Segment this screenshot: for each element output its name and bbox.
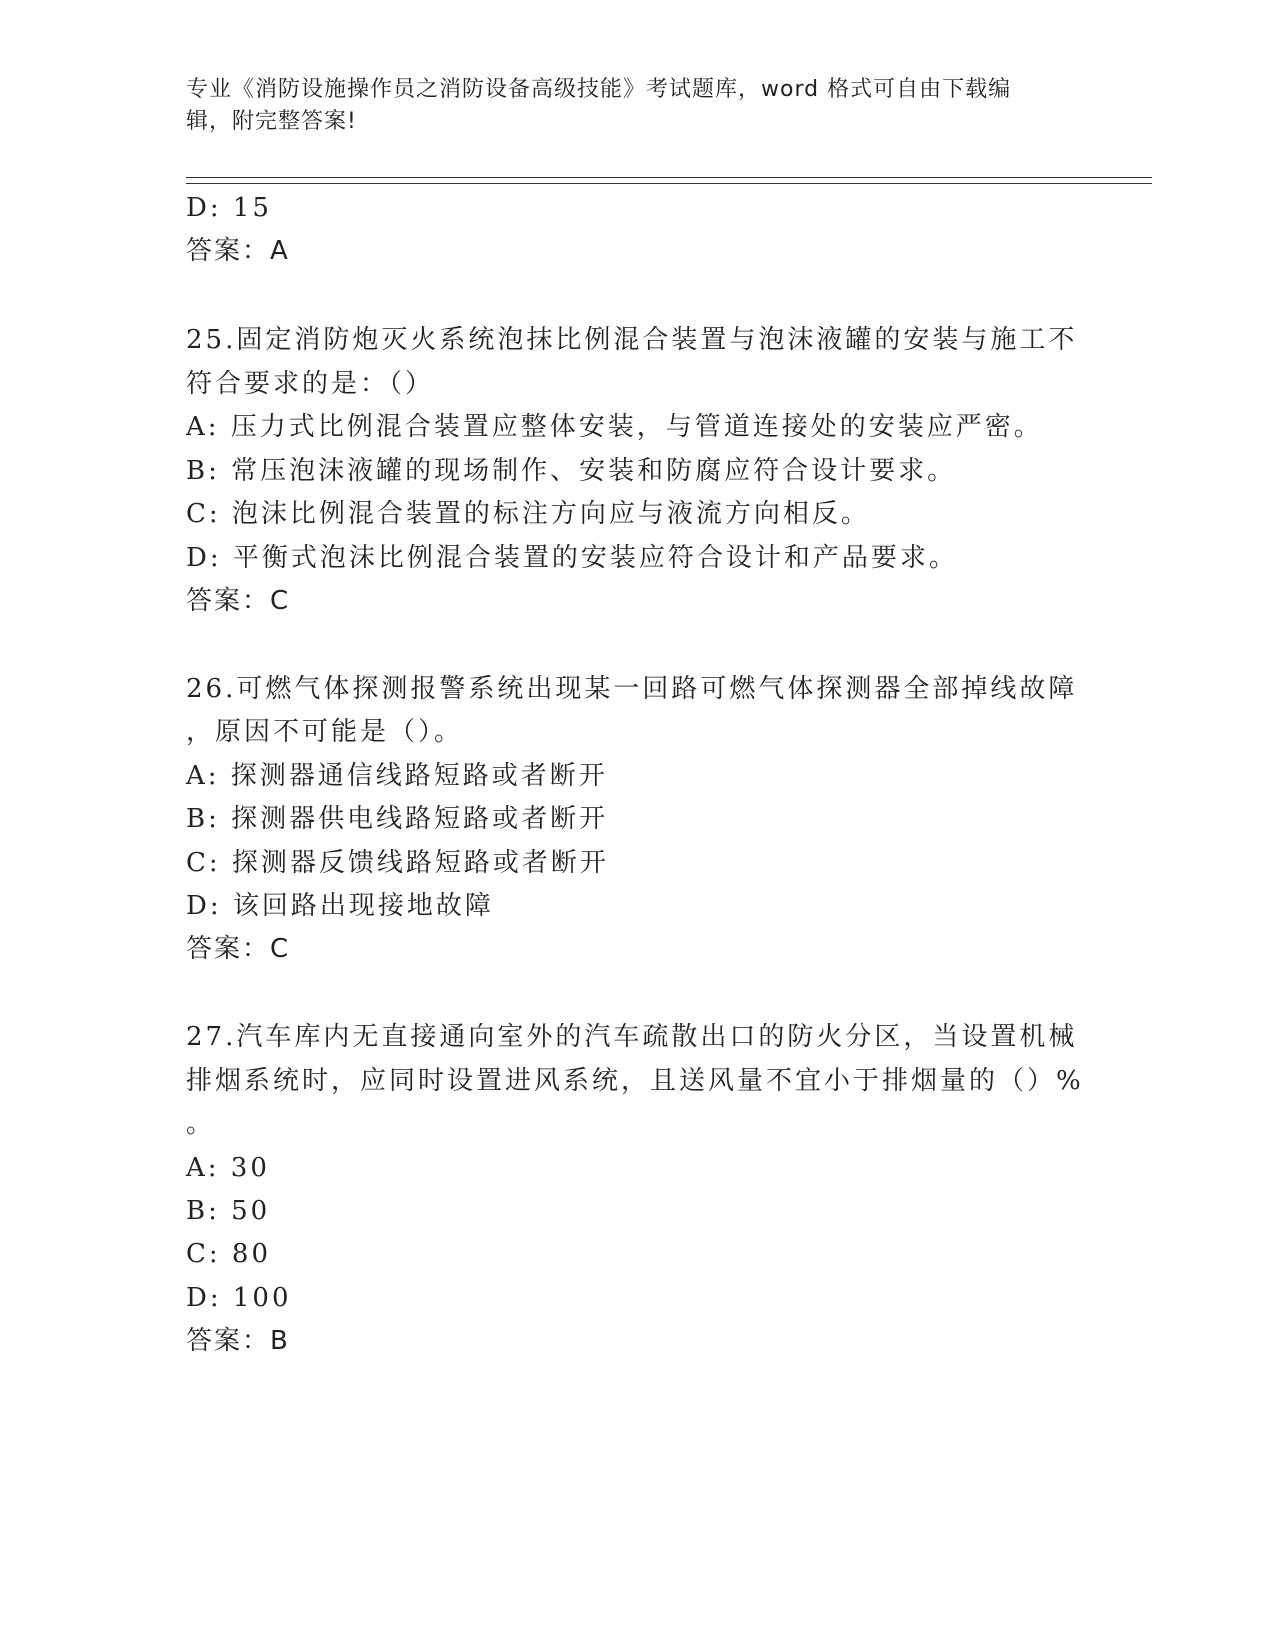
answer: 答案：C: [186, 586, 291, 616]
answer: 答案：C: [186, 934, 291, 964]
header-divider-top: [186, 177, 1152, 178]
answer: 答案：B: [186, 1326, 290, 1356]
header-line-2: 辑，附完整答案!: [186, 109, 357, 134]
option-a: A: 压力式比例混合装置应整体安装，与管道连接处的安装应严密。: [186, 412, 1043, 442]
question-stem: 26.可燃气体探测报警系统出现某一回路可燃气体探测器全部掉线故障: [186, 674, 1078, 704]
question-stem: ，原因不可能是（）。: [186, 717, 464, 747]
prev-option-d: D: 15: [186, 193, 272, 223]
option-c: C: 探测器反馈线路短路或者断开: [186, 848, 609, 878]
option-a: A: 30: [186, 1153, 270, 1183]
option-b: B: 50: [186, 1196, 271, 1226]
option-c: C: 80: [186, 1239, 272, 1269]
question-stem: 27.汽车库内无直接通向室外的汽车疏散出口的防火分区，当设置机械: [186, 1022, 1078, 1052]
question-stem: 排烟系统时，应同时设置进风系统，且送风量不宜小于排烟量的（）%: [186, 1066, 1084, 1096]
option-b: B: 探测器供电线路短路或者断开: [186, 804, 609, 834]
question-stem: 25.固定消防炮灭火系统泡抹比例混合装置与泡沫液罐的安装与施工不: [186, 325, 1078, 355]
header-divider-bottom: [186, 183, 1152, 184]
option-d: D: 平衡式泡沫比例混合装置的安装应符合设计和产品要求。: [186, 543, 958, 573]
option-d: D: 100: [186, 1283, 292, 1313]
option-d: D: 该回路出现接地故障: [186, 891, 494, 921]
prev-answer: 答案：A: [186, 236, 290, 266]
option-c: C: 泡沫比例混合装置的标注方向应与液流方向相反。: [186, 499, 870, 529]
option-b: B: 常压泡沫液罐的现场制作、安装和防腐应符合设计要求。: [186, 456, 957, 486]
document-header: [186, 74, 1066, 138]
question-stem: 。: [186, 1109, 216, 1139]
option-a: A: 探测器通信线路短路或者断开: [186, 761, 608, 791]
header-line-1: 专业《消防设施操作员之消防设备高级技能》考试题库，word 格式可自由下载编: [186, 77, 1012, 102]
question-stem: 符合要求的是：（）: [186, 369, 435, 399]
